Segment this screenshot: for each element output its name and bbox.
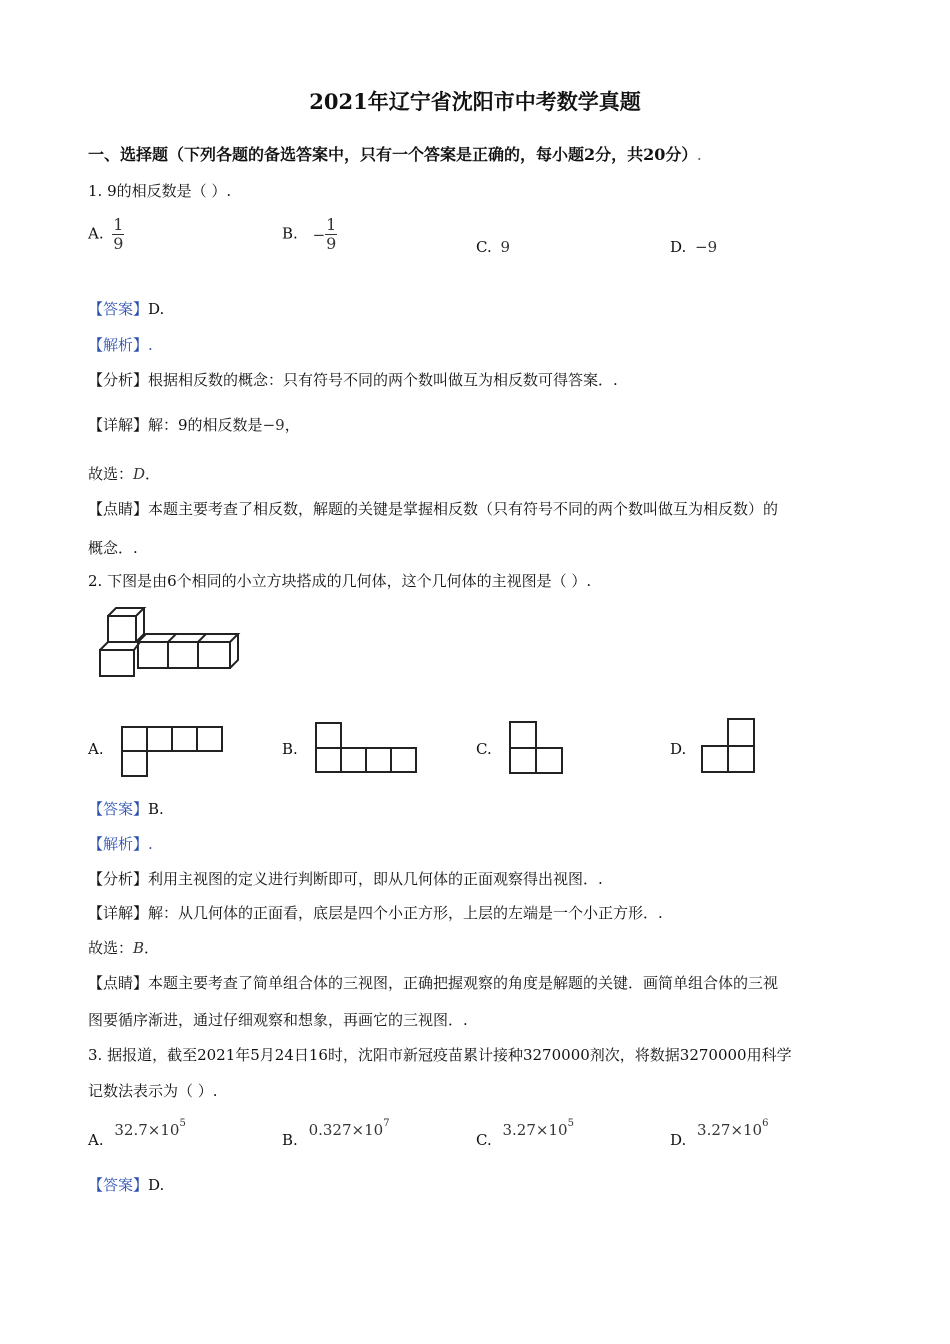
q1-option-c xyxy=(476,238,510,256)
q1-xiangjie-end: ， xyxy=(284,416,300,434)
q1-option-b xyxy=(282,216,337,253)
q1-guxuan-value: D xyxy=(133,465,146,483)
q3-option-d-value xyxy=(697,1118,769,1139)
q3-stem-line-1: 3. 据报道，截至2021年5月24日16时，沈阳市新冠疫苗累计接种3270000剂次，将数据3270000用科学 xyxy=(88,1046,792,1064)
q1-fenxi-text: 根据相反数的概念：只有符号不同的两个数叫做互为相反数可得答案．. xyxy=(148,371,618,389)
cube-top xyxy=(138,634,238,642)
q1-option-c-value: 9 xyxy=(500,238,511,256)
dianjing-tag: 【点睛】 xyxy=(88,500,149,518)
q1-b-sign: − xyxy=(312,225,326,244)
q3-answer-value: D. xyxy=(148,1176,165,1194)
q2-answer xyxy=(88,798,164,819)
q3-c-base: 3.27×10 xyxy=(502,1121,568,1139)
q1-a-denominator: 9 xyxy=(113,234,124,253)
answer-tag: 【答案】 xyxy=(88,800,149,818)
q2-option-d-label: D. xyxy=(670,740,687,758)
q3-option-b xyxy=(282,1118,390,1149)
q2-fenxi-text: 利用主视图的定义进行判断即可，即从几何体的正面观察得出视图．. xyxy=(148,870,603,888)
q1-guxuan xyxy=(88,463,160,484)
q2-option-b-label: B. xyxy=(282,740,298,758)
q1-option-b-label: B. xyxy=(282,224,298,243)
q3-option-a xyxy=(88,1118,186,1149)
q2-option-a-label: A. xyxy=(88,740,104,758)
answer-tag: 【答案】 xyxy=(88,1176,149,1194)
q2-fenxi xyxy=(88,868,603,889)
q3-option-d-label: D. xyxy=(670,1131,687,1149)
q1-dianjing-cont: 概念．. xyxy=(88,539,138,557)
q2-option-c-label: C. xyxy=(476,740,492,758)
q3-a-exponent: 5 xyxy=(179,1118,186,1129)
q1-option-d-label: D. xyxy=(670,238,687,256)
guxuan-label: 故选： xyxy=(88,465,134,483)
q1-guxuan-end: ． xyxy=(145,465,161,483)
q2-option-b-figure xyxy=(315,722,417,774)
fenxi-tag: 【分析】 xyxy=(88,371,149,389)
answer-tag: 【答案】 xyxy=(88,300,149,318)
q1-b-denominator: 9 xyxy=(326,234,337,253)
q1-answer-value: D. xyxy=(148,300,165,318)
cube-face xyxy=(168,642,198,668)
q1-option-d xyxy=(670,238,717,256)
q2-option-d-figure xyxy=(700,718,756,774)
q1-answer xyxy=(88,298,164,319)
q1-b-numerator: 1 xyxy=(326,215,337,234)
q1-option-c-label: C. xyxy=(476,238,492,256)
q2-xiangjie-text: 解：从几何体的正面看，底层是四个小正方形，上层的左端是一个小正方形．. xyxy=(148,904,663,922)
q3-b-base: 0.327×10 xyxy=(308,1121,384,1139)
cube-face xyxy=(108,616,136,642)
q3-option-a-value xyxy=(114,1118,186,1139)
cube-face xyxy=(100,650,134,676)
q1-option-a-fraction xyxy=(112,216,124,253)
cube-solid-figure xyxy=(96,604,246,680)
q2-option-c-figure xyxy=(509,721,563,775)
q3-stem-line-2: 记数法表示为（ ）. xyxy=(88,1082,218,1100)
fenxi-tag: 【分析】 xyxy=(88,870,149,888)
q3-d-exponent: 6 xyxy=(762,1118,769,1129)
q1-dianjing xyxy=(88,498,778,519)
xiangjie-tag: 【详解】 xyxy=(88,904,149,922)
page-title: 2021年辽宁省沈阳市中考数学真题 xyxy=(309,89,641,114)
dianjing-tag: 【点睛】 xyxy=(88,974,149,992)
q2-xiangjie xyxy=(88,902,663,923)
q3-option-d xyxy=(670,1118,768,1149)
guxuan-label: 故选： xyxy=(88,939,134,957)
q2-stem: 2. 下图是由6个相同的小立方块搭成的几何体，这个几何体的主视图是（ ）. xyxy=(88,572,592,590)
section-heading xyxy=(88,142,701,165)
q3-option-c-label: C. xyxy=(476,1131,492,1149)
q1-option-b-fraction xyxy=(325,216,337,253)
q2-answer-value: B. xyxy=(148,800,164,818)
q2-dianjing xyxy=(88,972,778,993)
q1-fenxi xyxy=(88,369,618,390)
q1-dianjing-text-1: 本题主要考查了相反数，解题的关键是掌握相反数（只有符号不同的两个数叫做互为相反数）的 xyxy=(148,500,779,518)
q3-option-c-value xyxy=(502,1118,574,1139)
q3-c-exponent: 5 xyxy=(567,1118,574,1129)
q1-option-d-value: −9 xyxy=(695,238,718,256)
cube-face xyxy=(198,642,230,668)
q3-option-b-value xyxy=(308,1118,390,1139)
q3-a-base: 32.7×10 xyxy=(114,1121,180,1139)
q1-a-numerator: 1 xyxy=(113,215,124,234)
q2-guxuan-end: ． xyxy=(144,939,160,957)
q1-xiangjie xyxy=(88,414,300,435)
cube-top xyxy=(108,608,144,616)
q1-stem: 1. 9的相反数是（ ）. xyxy=(88,182,232,200)
cube-face xyxy=(138,642,168,668)
q2-guxuan xyxy=(88,937,159,958)
q3-option-b-label: B. xyxy=(282,1131,298,1149)
section-heading-text: 一、选择题（下列各题的备选答案中，只有一个答案是正确的，每小题2分，共20分） xyxy=(88,145,698,164)
q3-d-base: 3.27×10 xyxy=(697,1121,763,1139)
q3-option-a-label: A. xyxy=(88,1131,104,1149)
q2-dianjing-cont: 图要循序渐进，通过仔细观察和想象，再画它的三视图．. xyxy=(88,1011,468,1029)
paragraph-marker: . xyxy=(697,150,702,163)
q3-option-c xyxy=(476,1118,574,1149)
q2-jiexi: 【解析】. xyxy=(88,835,153,853)
xiangjie-tag: 【详解】 xyxy=(88,416,149,434)
q2-dianjing-text-1: 本题主要考查了简单组合体的三视图，正确把握观察的角度是解题的关键．画简单组合体的三视 xyxy=(148,974,779,992)
q1-option-a-label: A. xyxy=(88,224,104,243)
q3-b-exponent: 7 xyxy=(383,1118,390,1129)
q3-answer xyxy=(88,1174,164,1195)
q2-guxuan-value: B xyxy=(133,939,145,957)
q1-jiexi: 【解析】. xyxy=(88,336,153,354)
cube-top xyxy=(100,642,140,650)
q1-option-a xyxy=(88,216,124,253)
q2-option-a-figure xyxy=(121,726,223,778)
q1-xiangjie-value: −9 xyxy=(262,416,285,434)
q1-xiangjie-text: 解：9的相反数是 xyxy=(148,416,263,434)
